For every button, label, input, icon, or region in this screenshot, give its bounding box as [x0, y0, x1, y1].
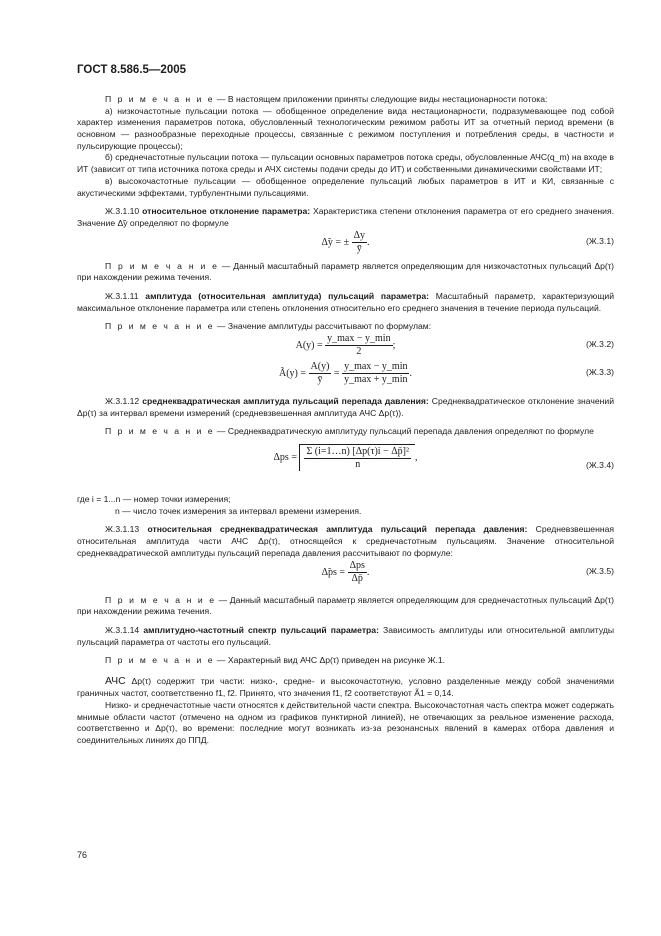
note-text: — Данный масштабный параметр является определяющим для низкочастотных пульсаций Δp(τ) при нахождении режима течения. [77, 260, 614, 283]
formula-denominator: ȳ [356, 242, 362, 254]
formula-denominator: y_max + y_min [344, 374, 408, 385]
section-zh3110 [77, 206, 614, 229]
formula-tail: . [366, 566, 370, 578]
page-number: 76 [77, 850, 88, 860]
note-lead: П р и м е ч а н и е [105, 594, 217, 605]
formula-denominator: n [355, 459, 361, 471]
section-zh3112 [77, 396, 614, 419]
section-number: Ж.3.1.13 [105, 524, 140, 535]
formula-numerator: Δps [349, 559, 365, 571]
document-body [77, 94, 614, 747]
formula-numerator: Σ (i=1…n) [Δp(τ)i − Δp̄]² [306, 446, 409, 458]
paragraph-spectrum-parts [77, 674, 614, 700]
where-line-2: n — число точек измерения за интервал времени измерения. [115, 505, 362, 516]
formula-zh31: Δ̃y = ± $\frac{\Delta y}{ȳ}$ . (Ж.3.1) [321, 229, 614, 254]
note-item-b: б) среднечастотные пульсации потока — пульсации основных параметров потока среды, обусловленные АЧС(q_m) на входе в ИТ (зависит от типа источника потока среды и АЧХ системы подачи среды до ИТ) и собственными динамическими свойствами ИТ; [77, 152, 614, 175]
section-zh3113 [77, 524, 614, 559]
note-text: — Значение амплитуды рассчитывают по формулам: [214, 321, 432, 332]
section-text: Характеристика степени отклонения параметра от его среднего значения. Значение Δ̃y определяют по формуле [77, 206, 615, 228]
note-item-a: а) низкочастотные пульсации потока — обобщенное определение вида нестационарности, подразумевающее под собой характер изменения параметров потока, обусловленный технологическим режимом работы ИТ за отчетный период времени (в основном — разнообразные переходные процессы, связанные с режимом поступления и потребления среды, в частности и пульсирующие процессы); [77, 105, 614, 151]
formula-denominator: ȳ [317, 374, 323, 385]
formula-tail: ; [392, 339, 396, 351]
formula-tail: , [414, 451, 418, 463]
where-line-1: где i = 1...n — номер точки измерения; [77, 494, 231, 505]
note-zh3112 [77, 426, 614, 438]
note-zh3111 [77, 321, 614, 333]
note-intro [77, 94, 614, 106]
section-number: Ж.3.1.10 [105, 206, 140, 217]
section-text: Зависимость амплитуды или относительной амплитуды пульсаций параметра от частоты его пульсаций. [77, 624, 615, 647]
formula-denominator: 2 [356, 346, 362, 357]
section-term: среднеквадратическая амплитуда пульсаций перепада давления: [142, 396, 429, 406]
formula-lhs: Ã(y) = [279, 367, 307, 379]
equation-number: (Ж.3.2) [586, 339, 614, 349]
formula-denominator: Δp̄ [351, 572, 363, 584]
formula-tail: . [409, 367, 412, 379]
formula-lhs: Δps = [273, 451, 297, 463]
note-lead: П р и м е ч а н и е [105, 94, 215, 104]
section-text: Средневзвешенная относительная амплитуда части АЧС Δp(τ), относящейся к среднечастотным пульсациям. Значение относительной среднеквадратической амплитуды пульсаций перепада давления рассчитывают по формуле: [77, 524, 615, 558]
formula-lhs: Δ̃y = ± [321, 236, 350, 248]
formula-fraction [342, 361, 409, 386]
page-header: ГОСТ 8.586.5—2005 [77, 64, 187, 76]
section-text: Масштабный параметр, характеризующий максимальное отклонение параметра или степень отклонения относительно его среднего значения в течение периода пульсаций. [77, 290, 614, 313]
section-text: Среднеквадратическое отклонение значений Δp(τ) за интервал времени измерений (средневзвешенная амплитуда АЧС Δp(τ)). [77, 396, 614, 418]
formula-lhs: Δ̃ps = [321, 566, 346, 578]
formula-equals: = [333, 367, 340, 379]
note-lead: П р и м е ч а н и е [105, 426, 215, 437]
formula-numerator: Δy [353, 229, 365, 241]
formula-numerator: y_max − y_min [327, 333, 391, 344]
note-text: — Данный масштабный параметр является определяющим для среднечастотных пульсаций Δp(τ) при нахождении режима течения. [77, 594, 615, 617]
formula-zh35 [77, 560, 614, 588]
section-term: амплитуда (относительная амплитуда) пульсаций параметра: [145, 290, 430, 301]
note-lead: П р и м е ч а н и е [105, 655, 215, 666]
equation-number: (Ж.3.4) [586, 460, 614, 471]
note-zh3113 [77, 595, 614, 618]
paragraph-lead: АЧС [105, 674, 126, 687]
section-zh3114 [77, 625, 614, 648]
paragraph-text: Δp(τ) содержит три части: низко-, средне- и высокочастотную, условно разделенные между собой значениями граничных частот, соответственно f1, f2. Принято, что значения f1, f2 соответствуют Ã1 = 0,14. [77, 675, 614, 699]
sqrt-radical [299, 444, 415, 471]
equation-number: (Ж.3.5) [586, 565, 614, 576]
section-number: Ж.3.1.14 [105, 624, 140, 635]
formula-numerator: A(y) [310, 361, 330, 372]
note-lead: П р и м е ч а н и е [105, 321, 215, 332]
note-text: — Среднеквадратическую амплитуду пульсаций перепада давления определяют по формуле [214, 426, 594, 437]
note-text: — Характерный вид АЧС Δp(τ) приведен на рисунке Ж.1. [214, 655, 446, 666]
section-number: Ж.3.1.11 [105, 290, 139, 301]
formula-fraction [348, 560, 367, 585]
section-term: относительная среднеквадратическая амплитуда пульсаций перепада давления: [147, 524, 528, 535]
equation-number: (Ж.3.3) [586, 367, 614, 377]
equation-number: (Ж.3.1) [586, 235, 614, 246]
formula-zh34 [77, 438, 614, 494]
formula-numerator: y_max − y_min [344, 361, 408, 372]
note-zh3114 [77, 655, 614, 667]
note-zh3110 [77, 261, 614, 284]
formula-fraction [325, 333, 392, 358]
formula-zh32 [77, 333, 614, 361]
paragraph-spectrum-real: Низко- и среднечастотные части относятся к действительной части спектра. Высокочастотная часть спектра может содержать мнимые области частот (отмечено на одном из графиков пунктирной линией), не отвечающих за реальное изменение расхода, соответственно и Δp(τ), во времени: последние могут возникать из-за резонансных явлений в камерах отбора давления и соединительных линиях до ППД. [77, 699, 614, 745]
note-lead: П р и м е ч а н и е [105, 260, 219, 271]
section-term: относительное отклонение параметра: [142, 206, 311, 217]
formula-fraction [304, 446, 411, 471]
note-item-c: в) высокочастотные пульсации — обобщенное определение пульсаций любых параметров в ИТ и КИ, связанные с акустическими эффектами, турбулентными пульсациями. [77, 175, 614, 198]
formula-fraction [352, 230, 367, 255]
note-text: — В настоящем приложении приняты следующие виды нестационарности потока: [214, 94, 548, 104]
section-term: амплитудно-частотный спектр пульсаций параметра: [143, 624, 379, 635]
formula-fraction [309, 361, 332, 386]
section-number: Ж.3.1.12 [105, 396, 140, 406]
section-zh3111 [77, 291, 614, 314]
formula-zh33 [77, 361, 614, 389]
formula-lhs: A(y) = [295, 339, 323, 351]
